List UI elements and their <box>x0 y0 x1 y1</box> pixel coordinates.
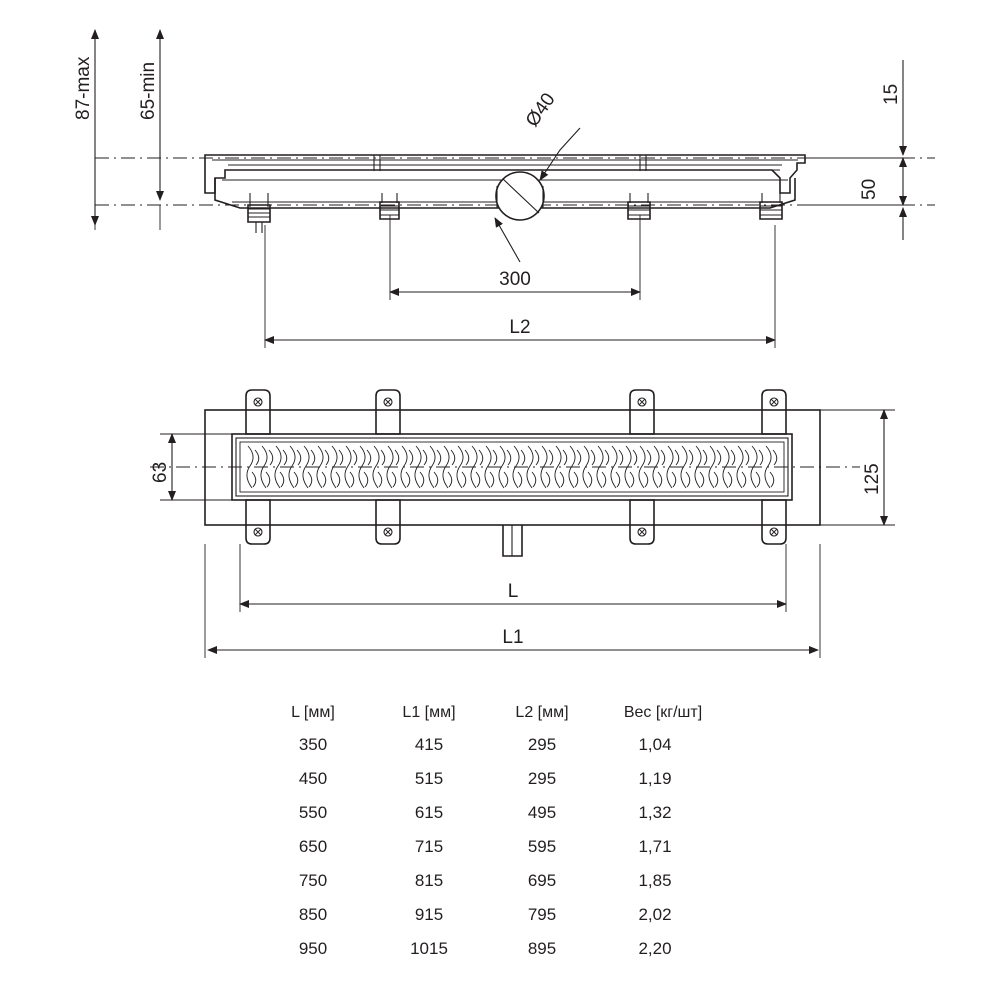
dim-65-min: 65-min <box>138 61 159 120</box>
cell-l2: 295 <box>527 735 557 754</box>
cell-l1: 415 <box>414 735 444 754</box>
dim-50: 50 <box>859 178 880 200</box>
cell-l2: 895 <box>527 939 557 958</box>
table-row <box>299 871 672 890</box>
dim-63-group <box>150 434 232 500</box>
table-row <box>299 769 672 788</box>
internal-ribs <box>374 155 646 171</box>
table-row <box>299 837 672 856</box>
dim-300-group <box>390 215 640 300</box>
table-row <box>299 735 672 754</box>
top-plan-view <box>150 390 895 658</box>
cell-l1: 715 <box>414 837 444 856</box>
cell-l: 650 <box>298 837 328 856</box>
cell-l2: 695 <box>527 871 557 890</box>
dim-outlet-diameter: Ø40 <box>521 89 560 131</box>
cell-weight: 2,20 <box>638 939 672 958</box>
cell-weight: 1,04 <box>638 735 672 754</box>
dim-l2: L2 <box>509 317 531 338</box>
side-elevation-view <box>73 30 935 348</box>
cell-l2: 495 <box>527 803 557 822</box>
cell-l: 950 <box>298 939 328 958</box>
table-header-l2: L2 [мм] <box>515 704 569 721</box>
cell-l1: 915 <box>414 905 444 924</box>
outlet-spigot-plan <box>503 525 522 556</box>
cell-l: 550 <box>298 803 328 822</box>
cell-l: 850 <box>298 905 328 924</box>
cell-l: 750 <box>298 871 328 890</box>
outlet-pipe <box>496 172 544 220</box>
dim-63: 63 <box>150 461 171 483</box>
cell-l1: 515 <box>414 769 444 788</box>
dim-125-group <box>820 410 895 525</box>
table-header-l1: L1 [мм] <box>402 704 456 721</box>
table-row <box>299 939 672 958</box>
cell-l2: 295 <box>527 769 557 788</box>
cell-weight: 1,32 <box>638 803 672 822</box>
cell-l: 450 <box>298 769 328 788</box>
cell-l1: 615 <box>414 803 444 822</box>
mounting-brackets-bottom <box>246 500 786 544</box>
dim-l: L <box>507 581 519 602</box>
dim-125: 125 <box>862 463 883 495</box>
cell-weight: 1,85 <box>638 871 672 890</box>
dim-l1: L1 <box>502 627 524 648</box>
cell-l1: 815 <box>414 871 444 890</box>
dim-height-group <box>73 30 160 230</box>
table-row <box>299 803 672 822</box>
table-header-l: L [мм] <box>291 704 335 721</box>
cell-l2: 595 <box>527 837 557 856</box>
dim-87-max: 87-max <box>73 56 94 120</box>
cell-weight: 1,19 <box>638 769 672 788</box>
cell-l1: 1015 <box>410 939 448 958</box>
cell-weight: 1,71 <box>638 837 672 856</box>
table-header-weight: Вес [кг/шт] <box>623 704 703 721</box>
dim-l-group <box>240 544 786 612</box>
spec-table <box>291 704 702 958</box>
table-row <box>299 905 672 924</box>
dim-300: 300 <box>499 269 531 290</box>
cell-weight: 2,02 <box>638 905 672 924</box>
dim-right-group <box>805 60 912 240</box>
mounting-brackets-top <box>246 390 786 434</box>
dim-15: 15 <box>881 83 902 105</box>
cell-l: 350 <box>298 735 328 754</box>
cell-l2: 795 <box>527 905 557 924</box>
